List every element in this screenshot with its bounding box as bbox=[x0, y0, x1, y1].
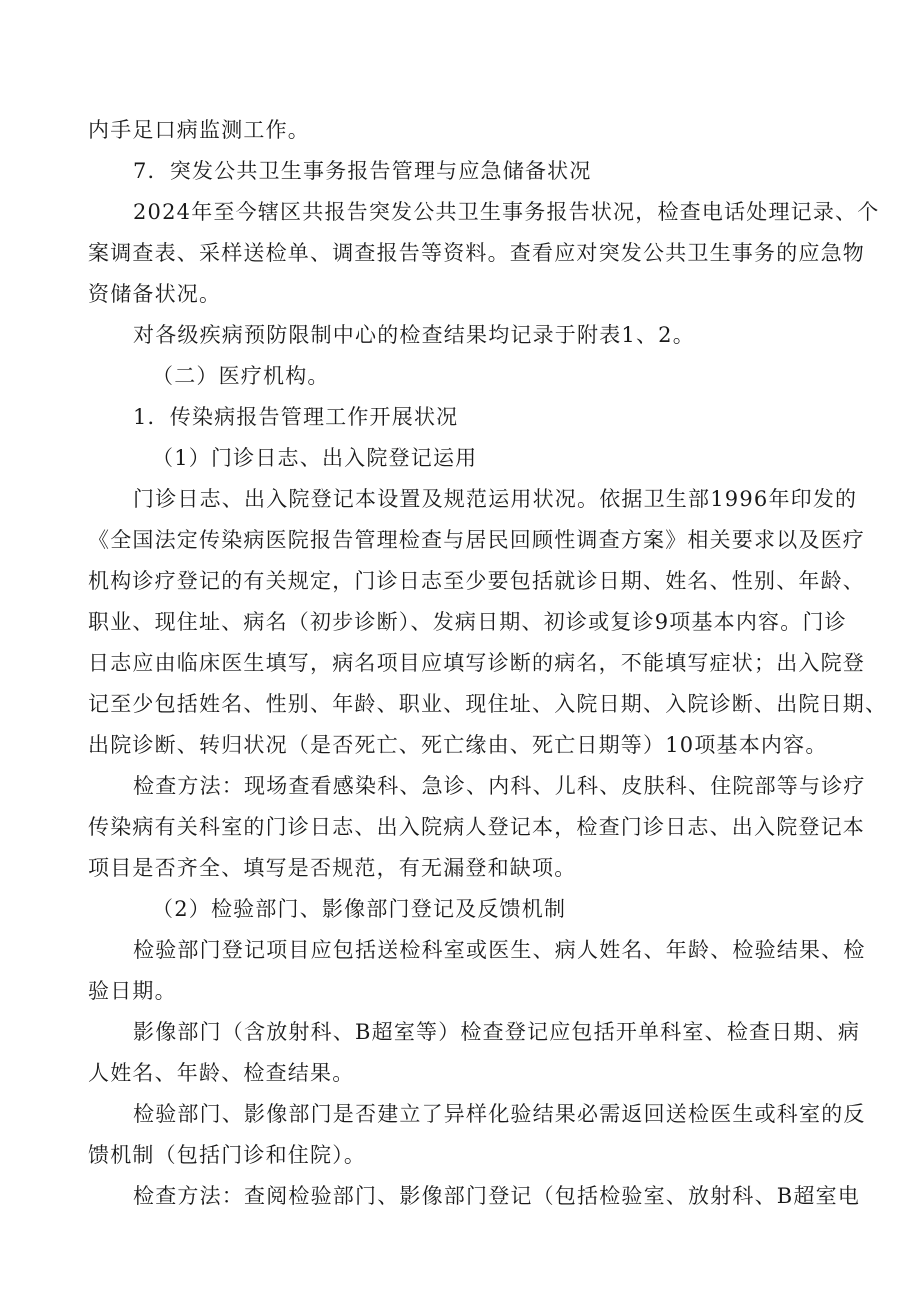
text-line: 机构诊疗登记的有关规定，门诊日志至少要包括就诊日期、姓名、性别、年龄、 bbox=[88, 569, 865, 593]
text-line: 内手足口病监测工作。 bbox=[88, 118, 310, 142]
text-line: 检验部门、影像部门是否建立了异样化验结果必需返回送检医生或科室的反 bbox=[133, 1102, 866, 1126]
section-heading: （二）医疗机构。 bbox=[152, 364, 330, 388]
text-line: 项目是否齐全、填写是否规范，有无漏登和缺项。 bbox=[88, 856, 577, 880]
text-line: 门诊日志、出入院登记本设置及规范运用状况。依据卫生部1996年印发的 bbox=[133, 487, 858, 511]
section-heading: 1．传染病报告管理工作开展状况 bbox=[133, 405, 459, 429]
text-line: 馈机制（包括门诊和住院）。 bbox=[88, 1143, 367, 1167]
section-heading: 7．突发公共卫生事务报告管理与应急储备状况 bbox=[133, 159, 592, 183]
text-line: 传染病有关科室的门诊日志、出入院病人登记本，检查门诊日志、出入院登记本 bbox=[88, 815, 865, 839]
text-line: 记至少包括姓名、性别、年龄、职业、现住址、入院日期、入院诊断、出院日期、 bbox=[88, 692, 888, 716]
text-line: 检查方法：查阅检验部门、影像部门登记（包括检验室、放射科、B超室电 bbox=[133, 1184, 861, 1208]
text-line: 《全国法定传染病医院报告管理检查与居民回顾性调查方案》相关要求以及医疗 bbox=[88, 528, 865, 552]
text-line: 出院诊断、转归状况（是否死亡、死亡缘由、死亡日期等）10项基本内容。 bbox=[88, 733, 828, 757]
text-line: 检查方法：现场查看感染科、急诊、内科、儿科、皮肤科、住院部等与诊疗 bbox=[133, 774, 866, 798]
text-line: 案调查表、采样送检单、调查报告等资料。查看应对突发公共卫生事务的应急物 bbox=[88, 241, 865, 265]
text-line: 影像部门（含放射科、B超室等）检查登记应包括开单科室、检查日期、病 bbox=[133, 1020, 861, 1044]
text-line: 对各级疾病预防限制中心的检查结果均记录于附表1、2。 bbox=[133, 323, 695, 347]
text-line: 职业、现住址、病名（初步诊断）、发病日期、初诊或复诊9项基本内容。门诊 bbox=[88, 610, 847, 634]
subsection-heading: （1）门诊日志、出入院登记运用 bbox=[152, 446, 478, 470]
text-line: 验日期。 bbox=[88, 979, 177, 1003]
subsection-heading: （2）检验部门、影像部门登记及反馈机制 bbox=[152, 897, 567, 921]
text-line: 2024年至今辖区共报告突发公共卫生事务报告状况，检查电话处理记录、个 bbox=[133, 200, 880, 224]
text-line: 检验部门登记项目应包括送检科室或医生、病人姓名、年龄、检验结果、检 bbox=[133, 938, 866, 962]
text-line: 人姓名、年龄、检查结果。 bbox=[88, 1061, 355, 1085]
text-line: 日志应由临床医生填写，病名项目应填写诊断的病名，不能填写症状；出入院登 bbox=[88, 651, 865, 675]
text-line: 资储备状况。 bbox=[88, 282, 222, 306]
